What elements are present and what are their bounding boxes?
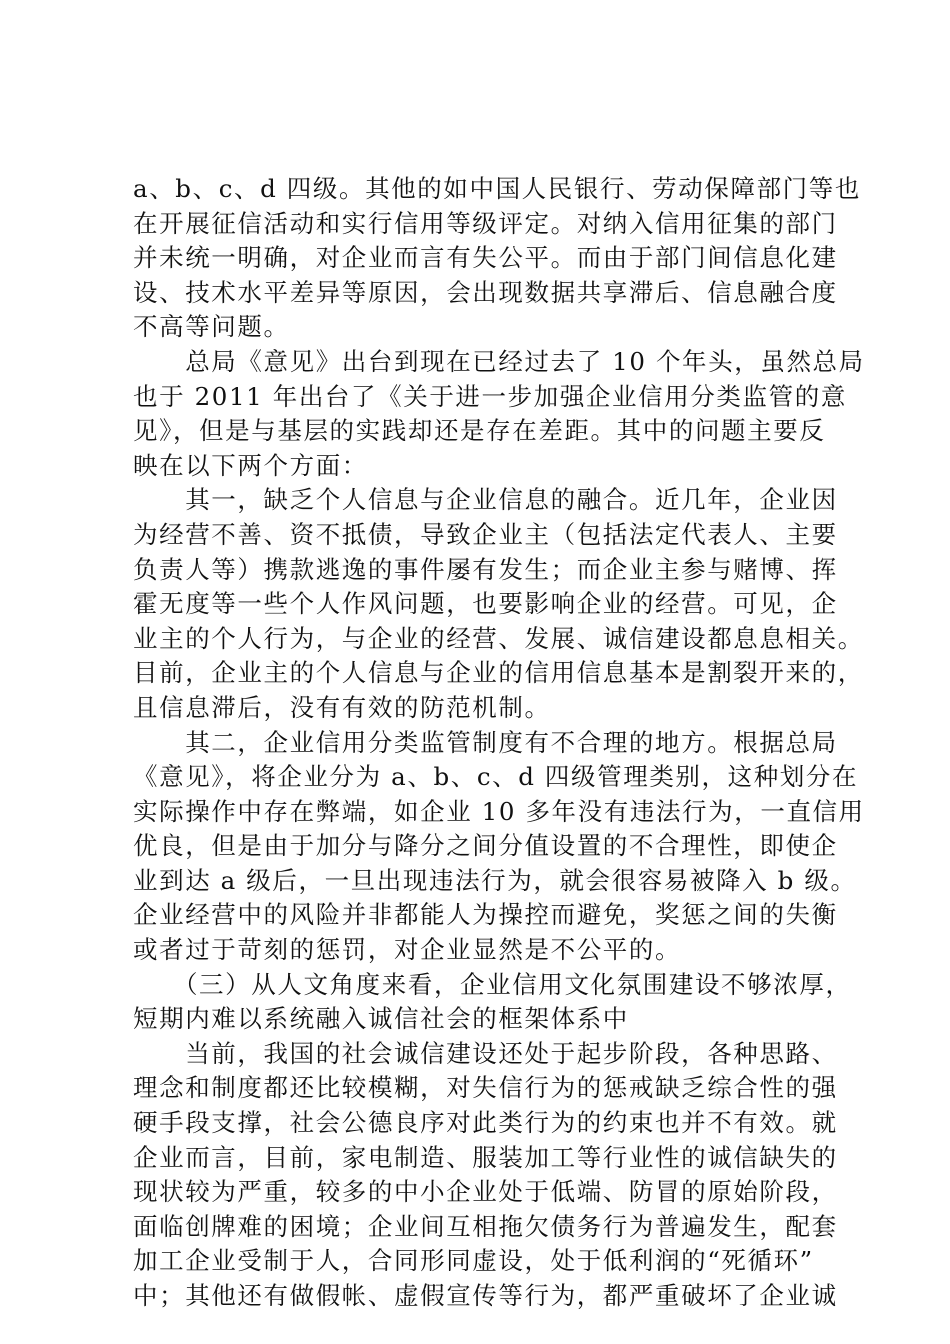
text-line: 其二，企业信用分类监管制度有不合理的地方。根据总局 [133,727,838,757]
text-line: 见》，但是与基层的实践却还是存在差距。其中的问题主要反 [133,416,826,446]
text-line: 为经营不善、资不抵债，导致企业主（包括法定代表人、主要 [133,519,838,549]
text-line: 业到达 a 级后，一旦出现违法行为，就会很容易被降入 b 级。 [133,865,857,895]
text-line: （三）从人文角度来看，企业信用文化氛围建设不够浓厚， [133,969,852,999]
text-line: 负责人等）携款逃逸的事件屡有发生；而企业主参与赌博、挥 [133,554,838,584]
text-line: 实际操作中存在弊端，如企业 10 多年没有违法行为，一直信用 [133,796,865,826]
text-line: 短期内难以系统融入诚信社会的框架体系中 [133,1004,629,1034]
text-line: 《意见》，将企业分为 a、b、c、d 四级管理类别，这种划分在 [133,762,859,792]
text-line: 中；其他还有做假帐、虚假宣传等行为，都严重破坏了企业诚 [133,1281,838,1310]
text-line: 在开展征信活动和实行信用等级评定。对纳入信用征集的部门 [133,208,838,238]
text-line: 目前，企业主的个人信息与企业的信用信息基本是割裂开来的， [133,658,864,688]
text-line: 企业而言，目前，家电制造、服装加工等行业性的诚信缺失的 [133,1142,838,1172]
text-line: 不高等问题。 [133,312,290,342]
text-line: 且信息滞后，没有有效的防范机制。 [133,692,551,722]
text-line: 映在以下两个方面： [133,450,368,480]
text-line: 业主的个人行为，与企业的经营、发展、诚信建设都息息相关。 [133,623,864,653]
text-line: 设、技术水平差异等原因，会出现数据共享滞后、信息融合度 [133,277,838,307]
text-line: a、b、c、d 四级。其他的如中国人民银行、劳动保障部门等也 [133,174,861,203]
body-text [133,172,865,1314]
text-line: 也于 2011 年出台了《关于进一步加强企业信用分类监管的意 [133,381,847,411]
text-line: 加工企业受制于人，合同形同虚设，处于低利润的“死循环” [133,1246,814,1276]
text-line: 企业经营中的风险并非都能人为操控而避免，奖惩之间的失衡 [133,900,838,930]
text-line: 优良，但是由于加分与降分之间分值设置的不合理性，即使企 [133,831,838,861]
text-line: 当前，我国的社会诚信建设还处于起步阶段，各种思路、 [133,1038,838,1068]
text-line: 面临创牌难的困境；企业间互相拖欠债务行为普遍发生，配套 [133,1211,838,1241]
text-line: 并未统一明确，对企业而言有失公平。而由于部门间信息化建 [133,243,838,273]
text-line: 其一，缺乏个人信息与企业信息的融合。近几年，企业因 [133,485,838,515]
text-line: 或者过于苛刻的惩罚，对企业显然是不公平的。 [133,935,682,965]
text-line: 理念和制度都还比较模糊，对失信行为的惩戒缺乏综合性的强 [133,1073,838,1103]
text-line: 现状较为严重，较多的中小企业处于低端、防冒的原始阶段， [133,1177,838,1207]
text-line: 霍无度等一些个人作风问题，也要影响企业的经营。可见，企 [133,589,838,619]
text-line: 硬手段支撑，社会公德良序对此类行为的约束也并不有效。就 [133,1108,838,1138]
text-line: 总局《意见》出台到现在已经过去了 10 个年头，虽然总局 [133,346,865,376]
